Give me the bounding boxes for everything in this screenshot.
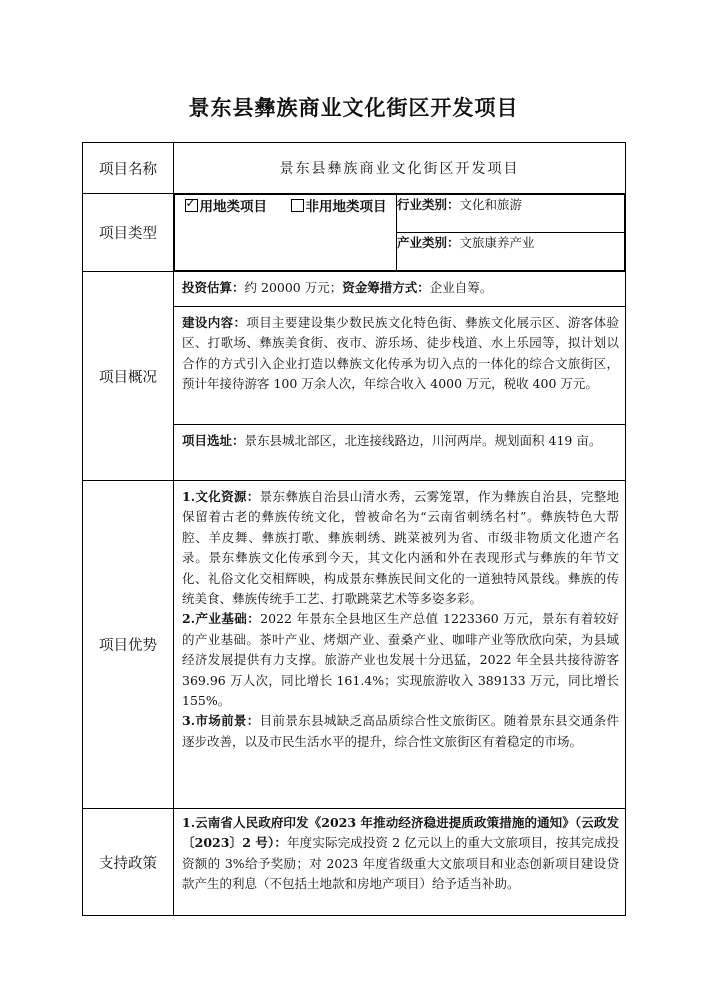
label-project-type: 项目类型: [83, 194, 174, 272]
construction-value: 项目主要建设集少数民族文化特色街、彝族文化展示区、游客体验区、打歌场、彝族美食街、夜市、游乐场、徒步栈道、水上乐园等，拟计划以合作的方式引入企业打造以彝族文化传承为切入点的一体化的综合文旅街区，预计年接待游客 100 万余人次，年综合收入 4000 万元，税收 400 万元。: [182, 315, 619, 392]
row-advantage: [83, 481, 626, 809]
project-type-options: [175, 195, 397, 271]
funding-label: 资金筹措方式：: [342, 280, 430, 295]
advantage-market: [182, 711, 619, 752]
overview-cell: [174, 272, 626, 481]
funding-value: 企业自筹。: [429, 280, 493, 295]
row-overview: [83, 272, 626, 481]
advantage-industry: [182, 609, 619, 711]
label-advantage: 项目优势: [83, 481, 174, 809]
sector-value: 文旅康养产业: [459, 235, 535, 250]
industry-base-value: 2022 年景东全县地区生产总值 1223360 万元，景东有着较好的产业基础。茶叶产业、烤烟产业、蚕桑产业、咖啡产业等欣欣向荣，为县域经济发展提供有力支撑。旅游产业也发展十分迅猛，2022 年全县共接待游客 369.96 万人次，同比增长 161.4%；实现旅游收入 389133 万元，同比增长 155%。: [182, 611, 619, 709]
investment-label: 投资估算：: [182, 280, 245, 295]
value-project-name: 景东县彝族商业文化街区开发项目: [174, 143, 626, 194]
site-label: 项目选址：: [182, 433, 245, 448]
label-overview: 项目概况: [83, 272, 174, 481]
checkbox-empty-icon[interactable]: [291, 199, 304, 212]
industry-category: [397, 195, 625, 233]
policy-cell: [174, 809, 626, 916]
row-policy: [83, 809, 626, 916]
site-value: 景东县城北部区，北连接线路边，川河两岸。规划面积 419 亩。: [244, 433, 602, 448]
investment-value: 约 20000 万元；: [244, 280, 343, 295]
culture-label: 1.文化资源：: [182, 489, 260, 504]
label-project-name: 项目名称: [83, 143, 174, 194]
document-title: 景东县彝族商业文化街区开发项目: [188, 96, 519, 120]
project-table: [82, 142, 626, 916]
label-policy: 支持政策: [83, 809, 174, 916]
advantage-culture: [182, 487, 619, 609]
industry-label: 行业类别：: [397, 197, 460, 212]
sector-category: [397, 233, 625, 271]
checkbox-checked-icon[interactable]: [185, 199, 198, 212]
market-label: 3.市场前景：: [182, 713, 260, 729]
row-project-name: [83, 143, 626, 194]
construction-label: 建设内容：: [182, 315, 247, 330]
policy-value: 年度实际完成投资 2 亿元以上的重大文旅项目，按其完成投资额的 3%给予奖励；对 2023 年度省级重大文旅项目和业态创新项目建设贷款产生的利息（不包括土地款和房地产项目）给予适当补助。: [182, 835, 619, 892]
advantage-cell: [174, 481, 626, 809]
advantage-content: [174, 481, 625, 755]
site-block: [174, 424, 625, 454]
construction-block: [174, 306, 625, 424]
policy-label: 1.云南省人民政府印发《2023 年推动经济稳进提质政策措施的通知》（云政发〔2023〕2 号）：: [182, 815, 619, 851]
option-land-label: 用地类项目: [199, 199, 267, 215]
sector-label: 产业类别：: [397, 235, 460, 250]
policy-content: [174, 809, 625, 898]
investment-block: [174, 272, 625, 306]
option-nonland-label: 非用地类项目: [305, 199, 387, 215]
market-value: 目前景东县城缺乏高品质综合性文旅街区。随着景东县交通条件逐步改善，以及市民生活水平的提升，综合性文旅街区有着稳定的市场。: [182, 713, 619, 749]
industry-value: 文化和旅游: [459, 197, 523, 212]
industry-base-label: 2.产业基础：: [182, 611, 261, 627]
row-project-type: [83, 194, 626, 272]
culture-value: 景东彝族自治县山清水秀，云雾笼罩，作为彝族自治县，完整地保留着古老的彝族传统文化，曾被命名为“云南省刺绣名村”。彝族特色大帮腔、羊皮舞、彝族打歌、彝族刺绣、跳菜被列为省、市级非物质文化遗产名录。景东彝族文化传承到今天，其文化内涵和外在表现形式与彝族的年节文化、礼俗文化交相辉映，构成景东彝族民间文化的一道独特风景线。彝族的传统美食、彝族传统手工艺、打歌跳菜艺术等多姿多彩。: [182, 489, 619, 607]
project-type-cell: [174, 194, 626, 272]
